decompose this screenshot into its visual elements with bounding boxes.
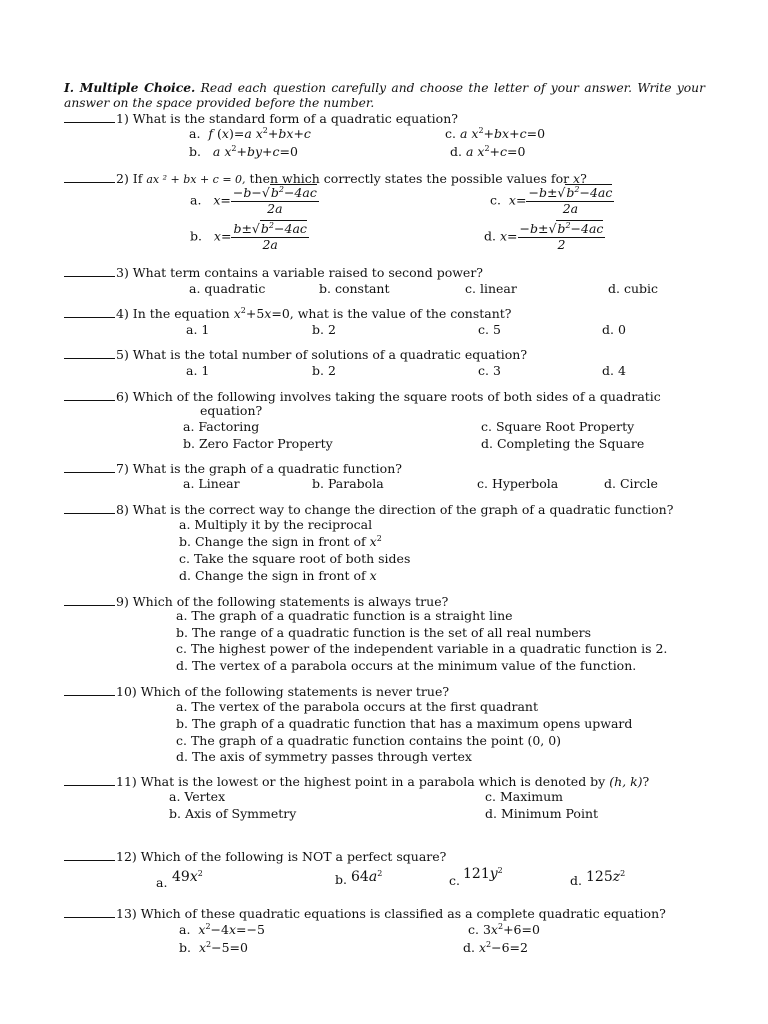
- option-3a: a. quadratic: [189, 281, 266, 296]
- option-2d: d. x= $\frac{-b\pm√b^2-4ac}{2}$: [484, 221, 604, 252]
- option-12d-letter: d.: [570, 873, 582, 888]
- option-6a: a. Factoring: [183, 419, 260, 434]
- answer-blank[interactable]: [64, 685, 115, 696]
- answer-blank[interactable]: [64, 112, 115, 123]
- question-9: 9) Which of the following statements is always true?: [64, 595, 448, 609]
- option-12a: $49x^2$: [172, 869, 203, 885]
- option-1a: a. f (x)=a $x^2+bx+c$: [189, 126, 311, 141]
- question-8: 8) What is the correct way to change the direction of the graph of a quadratic function?: [64, 503, 673, 517]
- question-4: 4) In the equation $x^2+5x=0$, what is the value of the constant?: [64, 307, 512, 321]
- option-13a: a. $x^2-4x=-5$: [179, 922, 265, 937]
- option-12c: $121y^2$: [463, 866, 503, 882]
- option-10b: b. The graph of a quadratic function that has a maximum opens upward: [176, 716, 633, 731]
- option-9c: c. The highest power of the independent variable in a quadratic function is 2.: [176, 641, 668, 656]
- option-10a: a. The vertex of the parabola occurs at the first quadrant: [176, 699, 539, 714]
- answer-blank[interactable]: [64, 172, 115, 183]
- answer-blank[interactable]: [64, 503, 115, 514]
- option-7a: a. Linear: [183, 476, 240, 491]
- answer-blank[interactable]: [64, 462, 115, 473]
- option-8c: c. Take the square root of both sides: [179, 551, 411, 566]
- option-4d: d. 0: [602, 322, 626, 337]
- option-12b-letter: b.: [335, 872, 347, 887]
- answer-blank[interactable]: [64, 595, 115, 606]
- option-8a: a. Multiply it by the reciprocal: [179, 517, 373, 532]
- option-5c: c. 3: [478, 363, 501, 378]
- question-2: 2) If ax ² + bx + c = 0, then which correctly states the possible values for x?: [64, 172, 587, 186]
- option-4c: c. 5: [478, 322, 501, 337]
- option-12d: $125z^2$: [586, 869, 626, 885]
- option-2b: b. x= $\frac{b\pm√b^2-4ac}{2a}$: [190, 221, 307, 252]
- answer-blank[interactable]: [64, 390, 115, 401]
- option-11a: a. Vertex: [169, 789, 226, 804]
- option-4a: a. 1: [186, 322, 210, 337]
- option-3b: b. constant: [319, 281, 390, 296]
- option-9a: a. The graph of a quadratic function is a straight line: [176, 608, 513, 623]
- option-7c: c. Hyperbola: [477, 476, 559, 491]
- question-12: 12) Which of the following is NOT a perfect square?: [64, 850, 446, 864]
- option-5a: a. 1: [186, 363, 210, 378]
- question-6: 6) Which of the following involves taking the square roots of both sides of a quadratic: [64, 390, 661, 404]
- answer-blank[interactable]: [64, 850, 115, 861]
- option-7b: b. Parabola: [312, 476, 384, 491]
- answer-blank[interactable]: [64, 348, 115, 359]
- question-13: 13) Which of these quadratic equations is classified as a complete quadratic equation?: [64, 907, 666, 921]
- option-12b: $64a^2$: [351, 869, 383, 885]
- option-6b: b. Zero Factor Property: [183, 436, 333, 451]
- question-11: 11) What is the lowest or the highest point in a parabola which is denoted by (h, k)?: [64, 775, 649, 789]
- option-7d: d. Circle: [604, 476, 658, 491]
- option-9b: b. The range of a quadratic function is the set of all real numbers: [176, 625, 592, 640]
- option-6d: d. Completing the Square: [481, 436, 645, 451]
- instructions-text: Read each question carefully and choose the letter of your answer. Write your answer on the space provided before the number.: [64, 81, 705, 110]
- option-13d: d. $x^2-6=2$: [463, 940, 528, 955]
- option-6c: c. Square Root Property: [481, 419, 635, 434]
- question-1: 1) What is the standard form of a quadratic equation?: [64, 112, 458, 126]
- option-13b: b. $x^2-5=0$: [179, 940, 248, 955]
- option-4b: b. 2: [312, 322, 336, 337]
- option-10c: c. The graph of a quadratic function contains the point (0, 0): [176, 733, 562, 748]
- option-13c: c. $3x^2+6=0$: [468, 922, 540, 937]
- section-heading: I. Multiple Choice.: [64, 80, 196, 95]
- question-7: 7) What is the graph of a quadratic function?: [64, 462, 402, 476]
- instructions: [64, 80, 705, 111]
- option-11b: b. Axis of Symmetry: [169, 806, 297, 821]
- option-3d: d. cubic: [608, 281, 658, 296]
- option-1c: c. a $x^2+bx+c=0$: [445, 126, 546, 141]
- answer-blank[interactable]: [64, 775, 115, 786]
- question-10: 10) Which of the following statements is never true?: [64, 685, 449, 699]
- answer-blank[interactable]: [64, 266, 115, 277]
- option-12c-letter: c.: [449, 873, 460, 888]
- answer-blank[interactable]: [64, 907, 115, 918]
- option-1d: d. a $x^2+c=0$: [450, 144, 526, 159]
- question-3: 3) What term contains a variable raised to second power?: [64, 266, 483, 280]
- option-10d: d. The axis of symmetry passes through vertex: [176, 749, 472, 764]
- option-3c: c. linear: [465, 281, 517, 296]
- answer-blank[interactable]: [64, 307, 115, 318]
- option-9d: d. The vertex of a parabola occurs at the minimum value of the function.: [176, 658, 637, 673]
- option-8b: b. Change the sign in front of $x^2$: [179, 534, 382, 549]
- question-6-cont: equation?: [200, 403, 263, 418]
- option-2c: c. x= $\frac{-b\pm√b^2-4ac}{2a}$: [490, 185, 613, 216]
- option-12a-letter: a.: [156, 875, 168, 890]
- option-5b: b. 2: [312, 363, 336, 378]
- option-2a: a. x= $\frac{-b-√b^2-4ac}{2a}$: [190, 185, 317, 216]
- option-1b: b. a $x^2+by+c=0$: [189, 144, 298, 159]
- option-11c: c. Maximum: [485, 789, 564, 804]
- option-8d: d. Change the sign in front of x: [179, 568, 377, 583]
- option-5d: d. 4: [602, 363, 626, 378]
- question-5: 5) What is the total number of solutions of a quadratic equation?: [64, 348, 527, 362]
- option-11d: d. Minimum Point: [485, 806, 599, 821]
